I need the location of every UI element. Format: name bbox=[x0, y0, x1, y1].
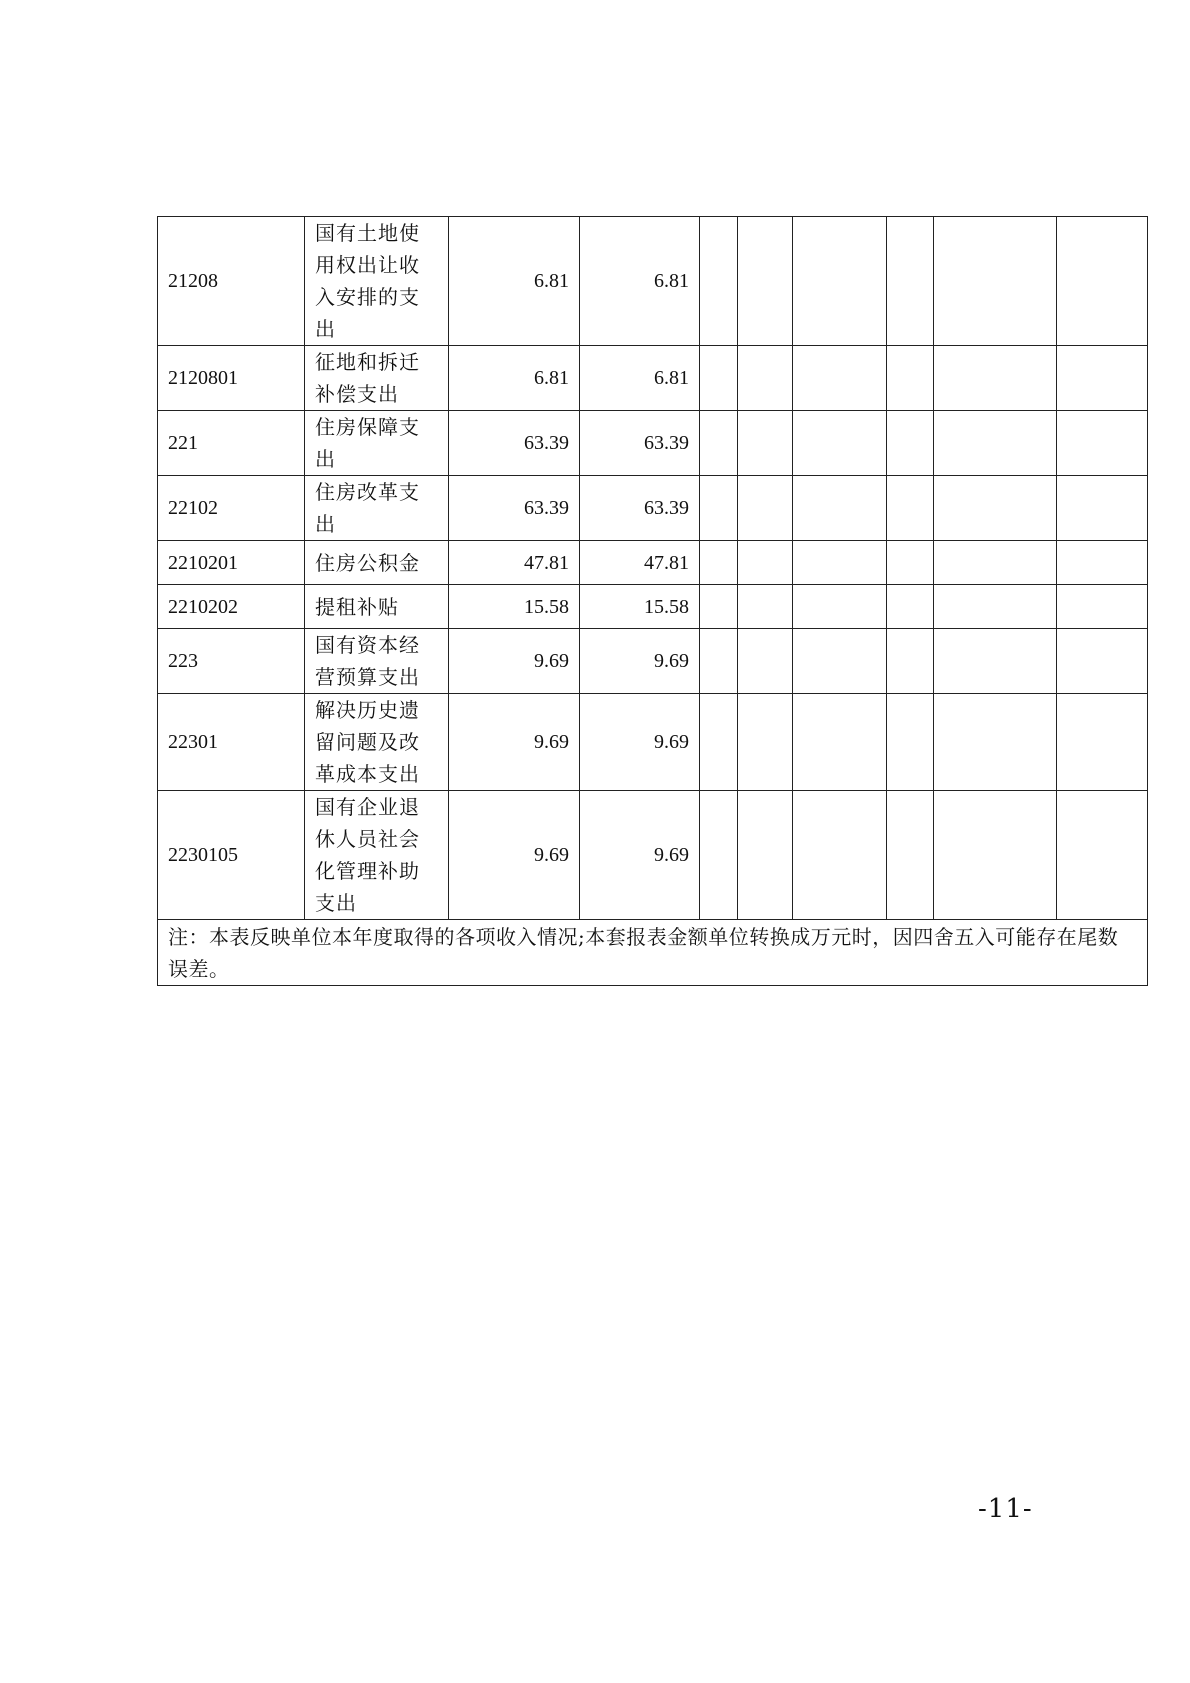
row-total: 6.81 bbox=[449, 346, 580, 411]
empty-cell bbox=[934, 694, 1057, 791]
row-code: 2230105 bbox=[158, 791, 305, 920]
row-code: 221 bbox=[158, 411, 305, 476]
table-row bbox=[158, 541, 1148, 585]
table-row bbox=[158, 629, 1148, 694]
row-total: 6.81 bbox=[449, 217, 580, 346]
empty-cell bbox=[1057, 476, 1148, 541]
row-name: 提租补贴 bbox=[305, 585, 449, 629]
empty-cell bbox=[1057, 217, 1148, 346]
empty-cell bbox=[1057, 694, 1148, 791]
empty-cell bbox=[700, 346, 738, 411]
empty-cell bbox=[793, 476, 887, 541]
row-code: 21208 bbox=[158, 217, 305, 346]
row-code: 2120801 bbox=[158, 346, 305, 411]
page-number: -11- bbox=[978, 1494, 1033, 1524]
table-row bbox=[158, 585, 1148, 629]
empty-cell bbox=[738, 476, 793, 541]
row-code: 223 bbox=[158, 629, 305, 694]
row-total: 47.81 bbox=[449, 541, 580, 585]
row-total: 15.58 bbox=[449, 585, 580, 629]
empty-cell bbox=[934, 629, 1057, 694]
empty-cell bbox=[700, 217, 738, 346]
row-value: 9.69 bbox=[580, 694, 700, 791]
empty-cell bbox=[700, 694, 738, 791]
note-row bbox=[158, 920, 1148, 986]
income-table bbox=[157, 216, 1148, 986]
empty-cell bbox=[934, 791, 1057, 920]
row-value: 9.69 bbox=[580, 791, 700, 920]
empty-cell bbox=[887, 791, 934, 920]
empty-cell bbox=[700, 629, 738, 694]
row-name: 解决历史遗留问题及改革成本支出 bbox=[305, 694, 449, 791]
row-name: 国有企业退休人员社会化管理补助支出 bbox=[305, 791, 449, 920]
empty-cell bbox=[738, 346, 793, 411]
empty-cell bbox=[887, 411, 934, 476]
empty-cell bbox=[887, 541, 934, 585]
row-name: 征地和拆迁补偿支出 bbox=[305, 346, 449, 411]
row-code: 22301 bbox=[158, 694, 305, 791]
row-total: 9.69 bbox=[449, 694, 580, 791]
table-row bbox=[158, 791, 1148, 920]
row-name: 住房保障支出 bbox=[305, 411, 449, 476]
empty-cell bbox=[934, 476, 1057, 541]
row-code: 2210202 bbox=[158, 585, 305, 629]
row-value: 15.58 bbox=[580, 585, 700, 629]
empty-cell bbox=[793, 694, 887, 791]
empty-cell bbox=[1057, 585, 1148, 629]
empty-cell bbox=[1057, 791, 1148, 920]
row-value: 47.81 bbox=[580, 541, 700, 585]
table-row bbox=[158, 694, 1148, 791]
empty-cell bbox=[738, 541, 793, 585]
row-value: 9.69 bbox=[580, 629, 700, 694]
row-total: 63.39 bbox=[449, 476, 580, 541]
empty-cell bbox=[793, 629, 887, 694]
empty-cell bbox=[700, 411, 738, 476]
empty-cell bbox=[738, 694, 793, 791]
row-value: 63.39 bbox=[580, 411, 700, 476]
empty-cell bbox=[700, 585, 738, 629]
empty-cell bbox=[793, 541, 887, 585]
row-code: 2210201 bbox=[158, 541, 305, 585]
empty-cell bbox=[934, 585, 1057, 629]
empty-cell bbox=[887, 346, 934, 411]
row-name: 国有土地使用权出让收入安排的支出 bbox=[305, 217, 449, 346]
row-value: 6.81 bbox=[580, 346, 700, 411]
row-name: 国有资本经营预算支出 bbox=[305, 629, 449, 694]
empty-cell bbox=[738, 585, 793, 629]
empty-cell bbox=[887, 629, 934, 694]
row-total: 9.69 bbox=[449, 791, 580, 920]
empty-cell bbox=[700, 791, 738, 920]
empty-cell bbox=[793, 791, 887, 920]
empty-cell bbox=[1057, 346, 1148, 411]
empty-cell bbox=[738, 629, 793, 694]
empty-cell bbox=[738, 791, 793, 920]
row-total: 9.69 bbox=[449, 629, 580, 694]
empty-cell bbox=[700, 541, 738, 585]
empty-cell bbox=[700, 476, 738, 541]
empty-cell bbox=[738, 217, 793, 346]
table-row bbox=[158, 217, 1148, 346]
empty-cell bbox=[1057, 411, 1148, 476]
empty-cell bbox=[793, 217, 887, 346]
empty-cell bbox=[1057, 541, 1148, 585]
empty-cell bbox=[934, 541, 1057, 585]
row-name: 住房改革支出 bbox=[305, 476, 449, 541]
row-name: 住房公积金 bbox=[305, 541, 449, 585]
row-code: 22102 bbox=[158, 476, 305, 541]
table-row bbox=[158, 476, 1148, 541]
empty-cell bbox=[887, 694, 934, 791]
empty-cell bbox=[793, 411, 887, 476]
empty-cell bbox=[887, 217, 934, 346]
empty-cell bbox=[887, 585, 934, 629]
table-row bbox=[158, 411, 1148, 476]
table-note: 注：本表反映单位本年度取得的各项收入情况;本套报表金额单位转换成万元时，因四舍五入可能存在尾数误差。 bbox=[158, 920, 1148, 986]
empty-cell bbox=[887, 476, 934, 541]
row-total: 63.39 bbox=[449, 411, 580, 476]
row-value: 6.81 bbox=[580, 217, 700, 346]
empty-cell bbox=[1057, 629, 1148, 694]
row-value: 63.39 bbox=[580, 476, 700, 541]
empty-cell bbox=[793, 346, 887, 411]
empty-cell bbox=[934, 346, 1057, 411]
empty-cell bbox=[738, 411, 793, 476]
table-row bbox=[158, 346, 1148, 411]
empty-cell bbox=[793, 585, 887, 629]
empty-cell bbox=[934, 217, 1057, 346]
empty-cell bbox=[934, 411, 1057, 476]
